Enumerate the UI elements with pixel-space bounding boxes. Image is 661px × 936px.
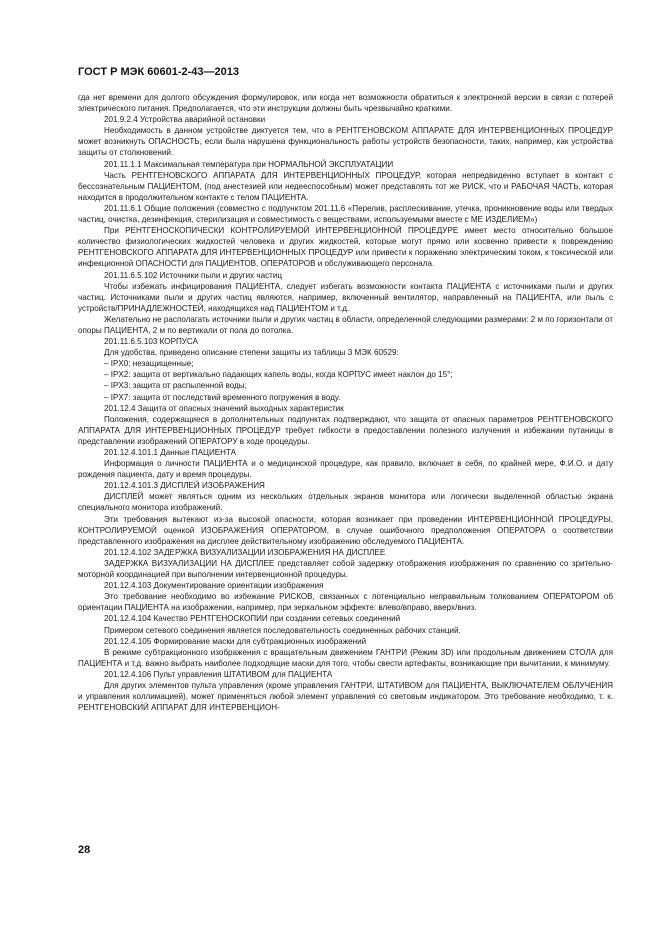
paragraph: Часть РЕНТГЕНОВСКОГО АППАРАТА ДЛЯ ИНТЕРВЕНЦИОННЫХ ПРОЦЕДУР, которая непредвиденно вступает в контакт с бессознательным ПАЦИЕНТОМ, (под анестезией или недееспособным) может представлять тот же РИСК, что и РАБОЧАЯ ЧАСТЬ, которая находится в продолжительном контакте с телом ПАЦИЕНТА. <box>78 170 613 202</box>
paragraph: Эти требования вытекают из-за высокой опасности, которая возникает при проведении ИНТЕРВЕНЦИОННОЙ ПРОЦЕДУРЫ, КОНТРОЛИРУЕМОЙ оценкой ИЗОБРАЖЕНИЯ ОПЕРАТОРОМ, в случае ошибочного предположения ОПЕРАТОРА о соответствии представленного изображения на дисплее действительному изображению обследуемого ПАЦИЕНТА. <box>78 514 613 546</box>
paragraph: 201.12.4.106 Пульт управления ШТАТИВОМ для ПАЦИЕНТА <box>104 669 333 679</box>
paragraph: Для других элементов пульта управления (кроме управления ГАНТРИ, ШТАТИВОМ для ПАЦИЕНТА, ВЫКЛЮЧАТЕЛЕМ ОБЛУЧЕНИЯ и управления коллимацией), может применяться любой элемент управления со световым индикатором. Это требование необходимо, т. к. РЕНТГЕНОВСКИЙ АППАРАТ ДЛЯ ИНТЕРВЕНЦИОН- <box>78 680 613 713</box>
paragraph: 201.12.4.101.3 ДИСПЛЕЙ ИЗОБРАЖЕНИЯ <box>104 481 265 491</box>
paragraph: В режиме субтракционного изображения с вращательным движением ГАНТРИ (Режим 3D) или продольным движением СТОЛА для ПАЦИЕНТА и т.д. важно выбрать наиболее подходящие маски для того, чтобы свести артефакты, возникающие при вычитании, к минимуму. <box>78 647 613 668</box>
paragraph: 201.12.4.103 Документирование ориентации изображения <box>104 581 324 591</box>
paragraph: Желательно не располагать источники пыли и других частиц в области, определенной следующими размерами: 2 м по горизонтали от опоры ПАЦИЕНТА, 2 м по вертикали от пола до потолка. <box>78 314 613 335</box>
paragraph: 201.11.6.5.103 КОРПУСА <box>104 337 198 347</box>
paragraph: 201.11.6.1 Общие положения (совместно с подпунктом 201.11.6 «Перелив, расплескивание, утечка, проникновение воды или твердых частиц, очистка, дезинфекция, стерилизация и совместимость с веществами, используемыми вместе с МЕ ИЗДЕЛИЕМ») <box>78 203 613 225</box>
list-item: – IPX2: защита от вертикально падающих капель воды, когда КОРПУС имеет наклон до 15°; <box>104 370 453 380</box>
list-item: – IPX0: незащищенные; <box>104 359 194 369</box>
document-header: ГОСТ Р МЭК 60601-2-43—2013 <box>78 66 239 78</box>
paragraph: гда нет времени для долгого обсуждения формулировок, или когда нет возможности обратиться к электронной версии в связи с потерей электрического питания. Предполагается, что эти инструкции должны быть чрезвычайно краткими. <box>78 93 613 114</box>
paragraph: 201.11.6.5.102 Источники пыли и других частиц <box>104 270 283 280</box>
paragraph: Информация о личности ПАЦИЕНТА и о медицинской процедуре, как правило, включает в себя, по крайней мере, Ф.И.О. и дату рождения пациента, дату и время процедуры. <box>78 459 613 480</box>
list-item: – IPX7: защита от последствий временного погружения в воду. <box>104 392 341 402</box>
paragraph: Для удобства, приведено описание степени защиты из таблицы 3 МЭК 60529: <box>104 348 399 358</box>
paragraph: 201.12.4.101.1 Данные ПАЦИЕНТА <box>104 448 237 457</box>
paragraph: Необходимость в данном устройстве диктуется тем, что в РЕНТГЕНОВСКОМ АППАРАТЕ ДЛЯ ИНТЕРВЕНЦИОННЫХ ПРОЦЕДУР может возникнуть ОПАСНОСТЬ, если была нарушена функциональность работы устройств безопасности, таких, например, как устройства защиты от столкновений. <box>78 126 613 158</box>
paragraph: 201.9.2.4 Устройства аварийной остановки <box>104 115 266 125</box>
paragraph: При РЕНТГЕНОСКОПИЧЕСКИ КОНТРОЛИРУЕМОЙ ИНТЕРВЕНЦИОННОЙ ПРОЦЕДУРЕ имеет место относительно большое количество физиологических жидкостей человека и других жидкостей, которые могут прямо или косвенно привести к повреждению РЕНТГЕНОВСКОГО АППАРАТА ДЛЯ ИНТЕРВЕНЦИОННЫХ ПРОЦЕДУР или привести к поражению электрическим током, к токсической или инфекционной ОПАСНОСТИ для ПАЦИЕНТОВ, ОПЕРАТОРОВ и обслуживающего персонала. <box>78 226 613 269</box>
paragraph: 201.12.4.104 Качество РЕНТГЕНОСКОПИИ при создании сетевых соединений <box>104 614 401 624</box>
paragraph: ДИСПЛЕЙ может являться одним из нескольких отдельных экранов монитора или логически выделенной областью экрана специального монитора изображений. <box>78 492 613 513</box>
document-body <box>78 92 613 713</box>
paragraph: 201.12.4.102 ЗАДЕРЖКА ВИЗУАЛИЗАЦИИ ИЗОБРАЖЕНИЯ НА ДИСПЛЕЕ <box>104 547 386 557</box>
paragraph: Чтобы избежать инфицирования ПАЦИЕНТА, следует избегать возможности контакта ПАЦИЕНТА с источниками пыли и других частиц. Источниками пыли и других частиц являются, например, включенный вентилятор, направленный на ПАЦИЕНТА, или пыль с устройств/ПРИНАДЛЕЖНОСТЕЙ, находящихся над ПАЦИЕНТОМ и т.д. <box>78 281 613 313</box>
list-item: – IPX3: защита от распыленной воды; <box>104 381 247 391</box>
paragraph: 201.12.4.105 Формирование маски для субтракционных изображений <box>104 636 367 646</box>
paragraph: Примером сетевого соединения является последовательность соединенных рабочих станций. <box>104 625 461 635</box>
paragraph: Положения, содержащиеся в дополнительных подпунктах подтверждают, что защита от опасных параметров РЕНТГЕНОВСКОГО АППАРАТА ДЛЯ ИНТЕРВЕНЦИОННЫХ ПРОЦЕДУР требует гибкости в предоставлении полезного излучения и избежании путаницы в представлении изображений ОПЕРАТОРУ в ходе процедуры. <box>78 414 613 446</box>
paragraph: 201.12.4 Защита от опасных значений выходных характеристик <box>104 403 344 413</box>
page-number: 28 <box>78 844 91 856</box>
paragraph: 201.11.1.1 Максимальная температура при НОРМАЛЬНОЙ ЭКСПЛУАТАЦИИ <box>104 159 394 169</box>
paragraph: Это требование необходимо во избежание РИСКОВ, связанных с потенциально неправильным толкованием ОПЕРАТОРОМ об ориентации ПАЦИЕНТА на изображении, например, при зеркальном эффекте: влево/вправо, вверх/вниз. <box>78 592 613 613</box>
paragraph: ЗАДЕРЖКА ВИЗУАЛИЗАЦИИ НА ДИСПЛЕЕ представляет собой задержку отображения изображения по сравнению со зрительно-моторной координацией при выполнении интервенционной процедуры. <box>78 558 613 580</box>
